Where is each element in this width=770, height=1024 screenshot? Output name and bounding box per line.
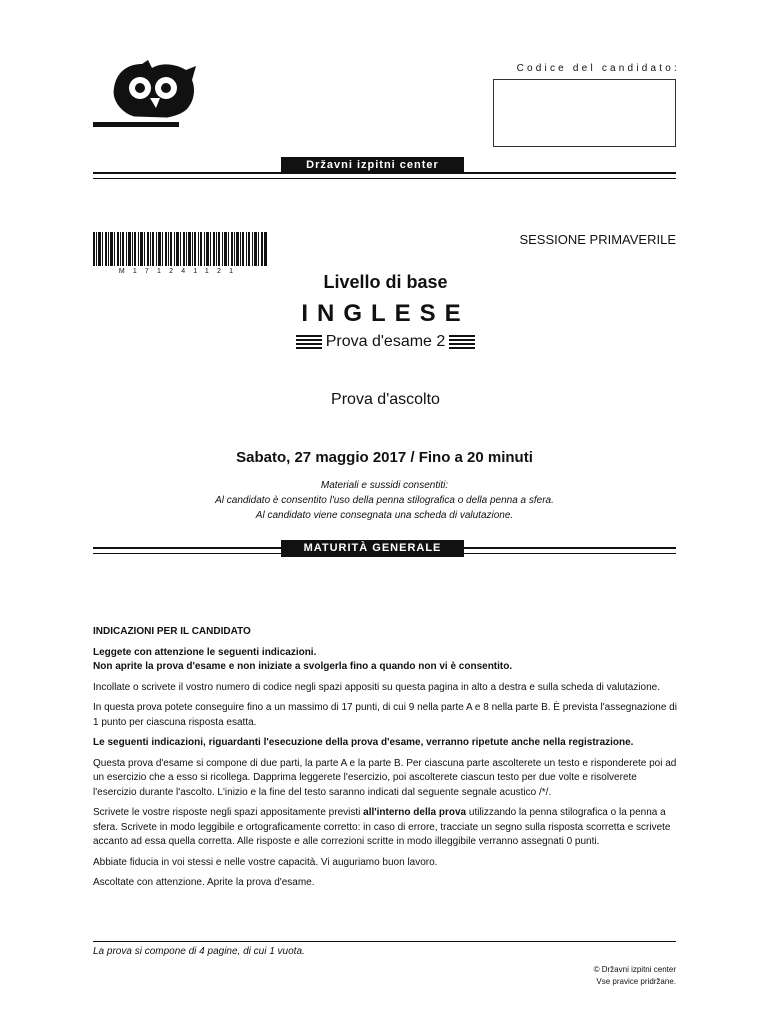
date-duration: Sabato, 27 maggio 2017 / Fino a 20 minuti — [236, 449, 533, 466]
materials-note — [93, 478, 676, 523]
instruction-paragraph: Ascoltate con attenzione. Aprite la prova d'esame. — [93, 877, 315, 888]
header-rule-thin — [93, 178, 676, 179]
candidate-code-label: Codice del candidato: — [516, 63, 680, 74]
decor-lines-right-icon — [449, 335, 475, 349]
logo-underline — [93, 122, 179, 127]
instruction-emphasis: all'interno della prova — [363, 807, 467, 818]
barcode-icon — [93, 232, 267, 266]
instruction-paragraph: In questa prova potete conseguire fino a un massimo di 17 punti, di cui 9 nella parte A e 8 nella parte B. È prevista l'assegnazione di 1 punto per ciascuna risposta esatta. — [93, 702, 677, 728]
copyright-line: Vse pravice pridržane. — [596, 977, 676, 986]
instruction-paragraph: Abbiate fiducia in voi stessi e nelle vostre capacità. Vi auguriamo buon lavoro. — [93, 856, 438, 868]
instructions-section — [93, 625, 678, 897]
barcode-number: M171241121 — [118, 268, 242, 275]
materials-line: Al candidato è consentito l'uso della penna stilografica o della penna a sfera. — [215, 495, 554, 506]
instruction-bold: Leggete con attenzione le seguenti indicazioni. — [93, 646, 317, 658]
instruction-text: Scrivete le vostre risposte negli spazi appositamente previsti — [93, 807, 364, 818]
test-type-title: Prova d'ascolto — [331, 391, 440, 408]
instruction-bold: Le seguenti indicazioni, riguardanti l'esecuzione della prova d'esame, verranno ripetute anche nella registrazione. — [93, 737, 634, 748]
footer-rule — [93, 941, 676, 942]
instruction-paragraph — [93, 806, 678, 850]
decor-lines-left-icon — [296, 335, 322, 349]
copyright-line: © Državni izpitni center — [593, 965, 676, 974]
materials-line: Materiali e sussidi consentiti: — [320, 480, 449, 491]
exam-part-title — [193, 333, 578, 351]
owl-logo-icon — [112, 58, 198, 124]
instruction-bold: Non aprite la prova d'esame e non iniziate a svolgerla fino a quando non vi è consentito. — [93, 661, 513, 672]
level-title: Livello di base — [323, 272, 448, 292]
session-label: SESSIONE PRIMAVERILE — [519, 232, 676, 247]
copyright-note — [476, 964, 676, 988]
materials-line: Al candidato viene consegnata una scheda di valutazione. — [255, 510, 514, 521]
center-name-tag: Državni izpitni center — [281, 157, 464, 174]
instruction-paragraph: Questa prova d'esame si compone di due parti, la parte A e la parte B. Per ciascuna parte ascolterete un testo e risponderete poi ad un esercizio che a esso si ricollega. Dapprima leggerete l'esercizio, poi ascolterete ciascun testo per due volte e risolverete l'esercizio durante l'ascolto. L'inizio e la fine del testo saranno indicati dal seguente segnale acustico /*/. — [93, 757, 677, 798]
instruction-paragraph: Incollate o scrivete il vostro numero di codice negli spazi appositi su questa pagina in alto a destra e sulla scheda di valutazione. — [93, 681, 660, 693]
instruction-text: utilizzando la penna stilografica o la penna a sfera. Scrivete in modo leggibile e ortograficamente corretto: in caso di errore, tracciate un segno sulla risposta scorretta e scrivete accanto ad essa quella corretta. Alle risposte e alle correzioni scritte in modo illeggibile verranno assegnati 0 punti. — [93, 807, 671, 847]
page-count-note: La prova si compone di 4 pagine, di cui 1 vuota. — [93, 946, 305, 957]
subject-title: INGLESE — [301, 300, 470, 327]
instructions-heading: INDICAZIONI PER IL CANDIDATO — [93, 626, 251, 637]
exam-part-label: Prova d'esame 2 — [325, 333, 446, 350]
exam-type-tag: MATURITÀ GENERALE — [281, 540, 464, 557]
candidate-code-box[interactable] — [493, 79, 676, 147]
